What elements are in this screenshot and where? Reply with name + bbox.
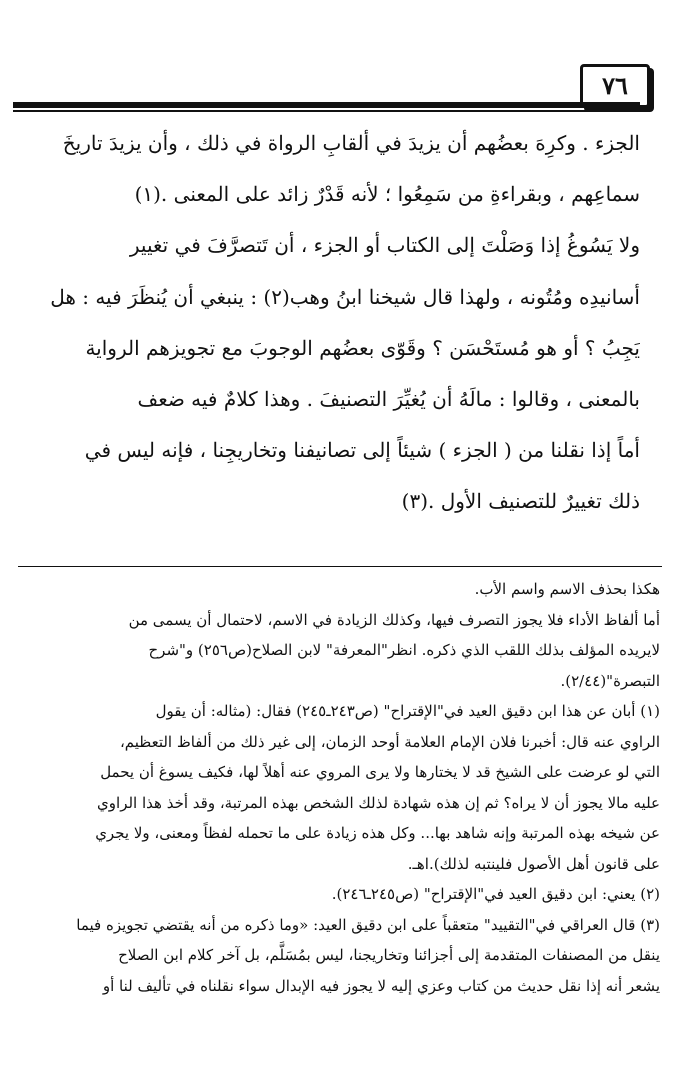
page-number: ٧٦ — [602, 71, 628, 100]
header-rule-thin — [13, 110, 640, 112]
footnote-line: ينقل من المصنفات المتقدمة إلى أجزائنا وتخاريجنا، ليس بمُسَلَّم، بل آخر كلام ابن الصلاح — [118, 946, 660, 964]
footnote-line: هكذا بحذف الاسم واسم الأب. — [474, 580, 660, 598]
footnote-line: التبصرة"(٢/٤٤). — [560, 671, 660, 690]
footnote-line: على قانون أهل الأصول فلينتبه لذلك).اهـ. — [407, 854, 660, 873]
footnotes — [10, 574, 660, 1001]
main-text — [30, 118, 640, 528]
footnote-line: يشعر أنه إذا نقل حديث من كتاب وعزي إليه لا يجوز فيه الإبدال سواء نقلناه في تأليف لنا أو — [102, 976, 660, 995]
header-rule-thick — [13, 102, 640, 108]
footnote-line: التي لو عرضت على الشيخ قد لا يختارها ولا يرى المروي عنه أهلاً لها، فكيف يسوغ أن يحمل — [100, 763, 660, 781]
main-text-line: يَجِبُ ؟ أو هو مُستَحْسَن ؟ وقَوّى بعضُهم الوجوبَ مع تجويزهم الرواية — [85, 335, 640, 360]
main-text-line: أسانيدِه ومُتُونه ، ولهذا قال شيخنا ابنُ وهب(٢) : ينبغي أن يُنظَرَ فيه : هل — [50, 284, 640, 309]
footnote-line: (٢) يعني: ابن دقيق العيد في"الإقتراح" (ص٢٤٥ـ٢٤٦). — [331, 885, 660, 903]
main-text-line: سماعِهم ، وبقراءةِ من سَمِعُوا ؛ لأنه قَدْرٌ زائد على المعنى .(١) — [134, 182, 640, 207]
footnote-line: (١) أبان عن هذا ابن دقيق العيد في"الإقتراح" (ص٢٤٣ـ٢٤٥) فقال: (مثاله: أن يقول — [155, 702, 660, 720]
main-text-line: ولا يَسُوغُ إذا وَصَلْتَ إلى الكتاب أو الجزء ، أن تَتصرَّفَ في تغيير — [129, 233, 640, 258]
main-text-line: الجزء . وكرِهَ بعضُهم أن يزيدَ في ألقابِ الرواة في ذلك ، وأن يزيدَ تاريخَ — [62, 131, 640, 155]
main-text-line: بالمعنى ، وقالوا : مالَهُ أن يُغيِّرَ التصنيفَ . وهذا كلامٌ فيه ضعف — [137, 386, 640, 411]
footnote-line: الراوي عنه قال: أخبرنا فلان الإمام العلامة أوحد الزمان، إلى غير ذلك من ألفاظ التعظيم، — [119, 732, 660, 751]
footnote-line: لايريده المؤلف بذلك اللقب الذي ذكره. انظر"المعرفة" لابن الصلاح(ص٢٥٦) و"شرح — [148, 641, 660, 659]
footnote-line: عن شيخه بهذه المرتبة وإنه شاهد بها... وكل هذه زيادة على ما تحمله لفظاً ومعنى، ولا يجري — [95, 824, 660, 842]
main-text-line: ذلك تغييرٌ للتصنيف الأول .(٣) — [401, 489, 640, 514]
page-header — [0, 0, 680, 120]
footnote-separator — [18, 566, 662, 567]
footnote-line: أما ألفاظ الأداء فلا يجوز التصرف فيها، وكذلك الزيادة في الاسم، لاحتمال أن يسمى من — [128, 610, 660, 629]
footnote-line: عليه مالا يجوز أن لا يراه؟ ثم إن هذه شهادة لذلك الشخص بهذه المرتبة، وقد أخذ هذا الراوي — [97, 793, 660, 812]
main-text-line: أماً إذا نقلنا من ( الجزء ) شيئاً إلى تصانيفنا وتخاريجِنا ، فإنه ليس في — [84, 438, 640, 463]
footnote-line: (٣) قال العراقي في"التقييد" متعقباً على ابن دقيق العيد: «وما ذكره من أنه يقتضي تجويزه فيما — [76, 915, 660, 934]
